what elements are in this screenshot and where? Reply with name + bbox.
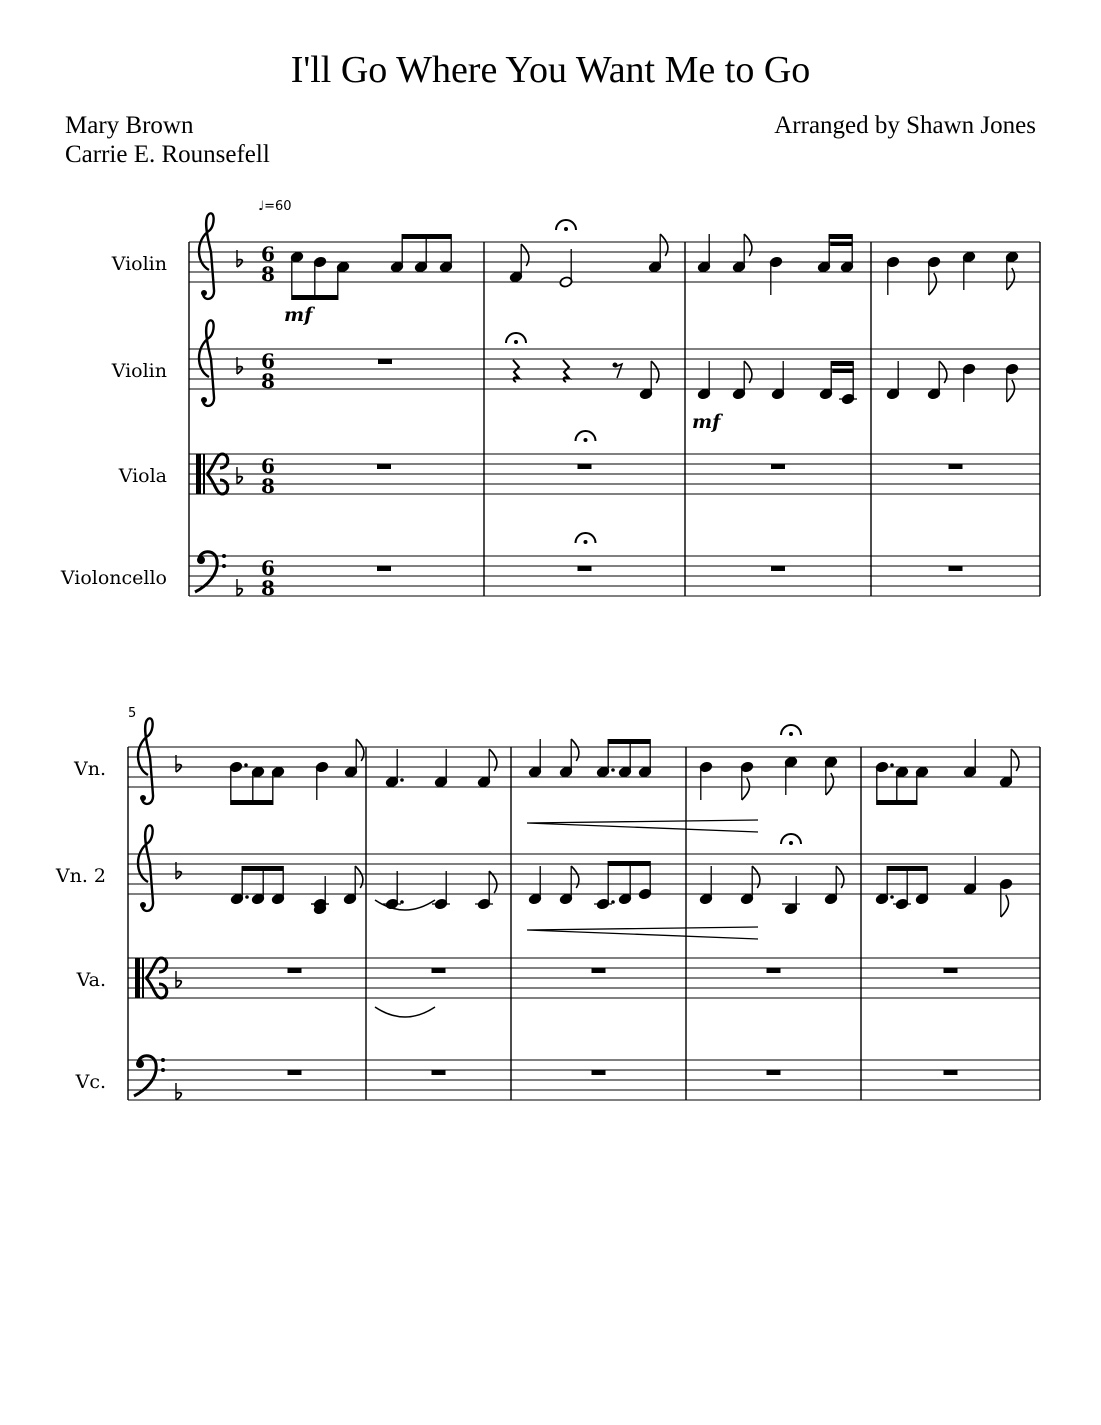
whole-rest — [432, 968, 446, 973]
eighth-flag — [356, 739, 364, 761]
eighth-rest — [613, 363, 623, 379]
instrument-label: Vn. — [74, 758, 106, 780]
whole-rest — [767, 968, 781, 973]
arranger-credit: Arranged by Shawn Jones — [774, 112, 1036, 139]
whole-rest — [767, 1070, 781, 1075]
tempo-marking: ♩=60 — [258, 199, 292, 214]
dot — [611, 900, 615, 904]
treble-clef-icon — [199, 213, 214, 299]
time-signature-top: 6 — [261, 454, 275, 478]
beam — [608, 739, 650, 744]
time-signature-bottom: 8 — [261, 262, 275, 286]
beam — [830, 242, 852, 246]
eighth-flag — [742, 778, 750, 800]
dot — [400, 778, 404, 782]
beam — [231, 800, 273, 805]
eighth-flag — [1011, 749, 1019, 771]
time-signature-bottom: 8 — [261, 576, 275, 600]
eighth-flag — [744, 361, 752, 383]
eighth-flag — [489, 749, 497, 771]
time-signature-top: 6 — [261, 349, 275, 373]
eighth-flag — [1007, 268, 1015, 290]
fermata-icon — [781, 725, 801, 736]
beam — [402, 234, 451, 239]
eighth-flag — [651, 361, 659, 383]
decrescendo-hairpin — [527, 820, 758, 832]
beam — [608, 861, 650, 866]
eighth-flag — [571, 866, 579, 888]
measure-number: 5 — [128, 706, 137, 721]
instrument-label: Violoncello — [60, 567, 167, 589]
instrument-label: Violin — [111, 253, 167, 275]
eighth-flag — [1007, 380, 1015, 402]
time-signature-bottom: 8 — [261, 369, 275, 393]
whole-rest — [288, 968, 302, 973]
beam — [292, 295, 338, 300]
whole-rest — [592, 968, 606, 973]
flat-key-signature-icon — [237, 579, 242, 596]
flat-key-signature-icon — [176, 1083, 181, 1100]
eighth-flag — [744, 234, 752, 256]
fermata-icon — [576, 431, 596, 442]
composer-line-2: Carrie E. Rounsefell — [65, 141, 270, 168]
eighth-flag — [660, 234, 668, 256]
eighth-flag — [826, 773, 834, 795]
time-signature-bottom: 8 — [261, 474, 275, 498]
composer-line-1: Mary Brown — [65, 112, 194, 139]
whole-rest — [377, 566, 391, 571]
whole-rest — [944, 1070, 958, 1075]
eighth-flag — [1001, 895, 1009, 917]
instrument-label: Va. — [76, 969, 106, 991]
beam — [242, 866, 283, 871]
dynamic-mark: mf — [692, 411, 721, 433]
dot — [245, 895, 249, 899]
instrument-label: Violin — [111, 360, 167, 382]
dot — [611, 768, 615, 772]
fermata-icon — [781, 834, 801, 845]
flat-key-signature-icon — [176, 971, 181, 988]
whole-rest — [592, 1070, 606, 1075]
eighth-flag — [571, 739, 579, 761]
quarter-note-glyph: ♩ — [258, 199, 265, 214]
whole-rest — [288, 1070, 302, 1075]
eighth-flag — [355, 866, 363, 888]
instrument-label: Viola — [118, 465, 167, 487]
whole-rest — [949, 566, 963, 571]
dynamic-mark: mf — [284, 304, 313, 326]
whole-rest — [578, 566, 592, 571]
decrescendo-hairpin — [527, 927, 758, 939]
eighth-flag — [752, 866, 760, 888]
whole-rest — [949, 464, 963, 469]
time-signature-top: 6 — [261, 556, 275, 580]
beam — [877, 800, 917, 805]
dot — [400, 900, 404, 904]
score-title: I'll Go Where You Want Me to Go — [290, 49, 811, 91]
fermata-icon — [506, 333, 526, 344]
tie — [375, 1007, 435, 1017]
eighth-flag — [521, 244, 529, 266]
treble-clef-icon — [138, 825, 153, 911]
beam — [832, 369, 853, 373]
whole-rest — [578, 464, 592, 469]
whole-rest — [377, 464, 391, 469]
dot — [244, 763, 248, 767]
eighth-flag — [929, 273, 937, 295]
time-signature-top: 6 — [261, 242, 275, 266]
instrument-label: Vn. 2 — [55, 865, 106, 887]
whole-rest — [432, 1070, 446, 1075]
treble-clef-icon — [138, 718, 153, 804]
fermata-icon — [576, 533, 596, 544]
treble-clef-icon — [199, 320, 214, 406]
tie — [375, 900, 435, 910]
whole-rest — [771, 464, 785, 469]
whole-rest — [771, 566, 785, 571]
beam — [829, 234, 852, 239]
instrument-label: Vc. — [75, 1071, 106, 1093]
beam — [831, 361, 853, 366]
dot — [890, 895, 894, 899]
whole-rest — [944, 968, 958, 973]
dot — [890, 763, 894, 767]
whole-rest — [378, 359, 392, 364]
eighth-flag — [836, 866, 844, 888]
flat-key-signature-icon — [237, 467, 242, 484]
eighth-flag — [939, 361, 947, 383]
beam — [887, 866, 927, 871]
fermata-icon — [556, 220, 576, 231]
